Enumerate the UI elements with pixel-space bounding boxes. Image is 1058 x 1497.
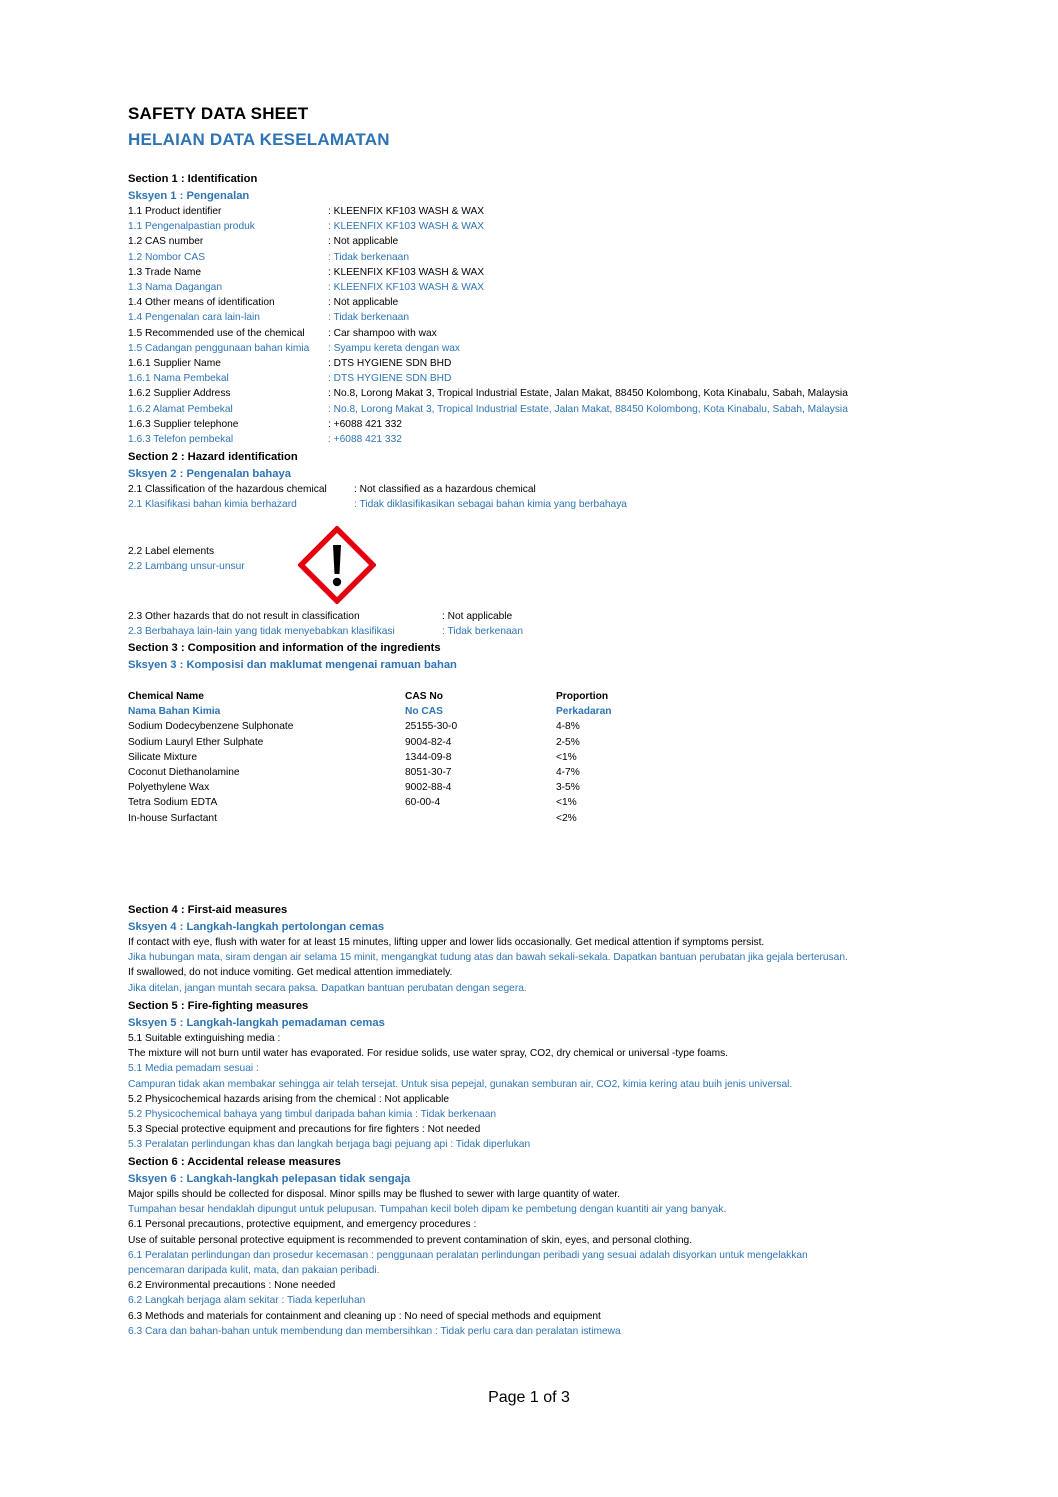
identification-row <box>128 265 848 280</box>
identification-row <box>128 326 848 341</box>
text-line: 5.3 Special protective equipment and precautions for fire fighters : Not needed <box>128 1124 481 1136</box>
column-header-proportion-malay: Perkadaran <box>556 706 612 718</box>
identification-label: 1.2 CAS number <box>128 236 204 248</box>
identification-label: 1.6.1 Supplier Name <box>128 358 221 370</box>
section-5-heading: Section 5 : Fire-fighting measures <box>128 1000 309 1012</box>
doc-title-malay: HELAIAN DATA KESELAMATAN <box>128 130 390 149</box>
table-row <box>128 811 636 826</box>
proportion-cell: <2% <box>556 812 577 824</box>
cas-no-cell: 8051-30-7 <box>405 767 452 779</box>
text-line: 5.2 Physicochemical hazards arising from the chemical : Not applicable <box>128 1093 450 1105</box>
identification-value: : DTS HYGIENE SDN BHD <box>328 358 452 370</box>
section-3-heading-malay: Sksyen 3 : Komposisi dan maklumat mengenai ramuan bahan <box>128 658 457 671</box>
section-5-heading-malay: Sksyen 5 : Langkah-langkah pemadaman cemas <box>128 1016 385 1029</box>
section-2-heading-malay: Sksyen 2 : Pengenalan bahaya <box>128 467 291 480</box>
chemical-name-cell: Sodium Lauryl Ether Sulphate <box>128 736 264 748</box>
cas-no-cell <box>405 811 556 826</box>
identification-label: 1.1 Pengenalpastian produk <box>128 221 255 233</box>
identification-value: : Tidak berkenaan <box>328 251 409 263</box>
identification-row <box>128 310 848 325</box>
chemical-name-cell: Sodium Dodecybenzene Sulphonate <box>128 721 294 733</box>
section-3 <box>128 640 457 673</box>
table-row <box>128 750 636 765</box>
proportion-cell: <1% <box>556 751 577 763</box>
table-row <box>128 735 636 750</box>
label-elements-label: 2.2 Label elements <box>128 546 215 557</box>
identification-label: 1.5 Cadangan penggunaan bahan kimia <box>128 342 310 354</box>
identification-value: : Not applicable <box>328 236 399 248</box>
cas-no-cell: 9004-82-4 <box>405 736 452 748</box>
identification-list <box>128 204 848 447</box>
identification-row <box>128 371 848 386</box>
classification-value: : Not classified as a hazardous chemical <box>354 484 536 495</box>
classification-row <box>128 482 627 497</box>
column-header-chemical-name: Chemical Name <box>128 691 204 702</box>
classification-row-malay <box>128 497 627 512</box>
table-header <box>128 689 636 704</box>
text-line: Jika ditelan, jangan muntah secara paksa. Dapatkan bantuan perubatan dengan segera. <box>128 982 527 994</box>
text-line: 5.3 Peralatan perlindungan khas dan langkah berjaga bagi pejuang api : Tidak diperlukan <box>128 1139 531 1151</box>
other-hazards-row-malay <box>128 624 523 639</box>
identification-value: : Car shampoo with wax <box>328 327 437 339</box>
identification-label: 1.6.3 Supplier telephone <box>128 418 239 430</box>
identification-value: : Not applicable <box>328 297 399 309</box>
classification-label: 2.1 Classification of the hazardous chemical <box>128 484 327 495</box>
table-row <box>128 765 636 780</box>
proportion-cell: 4-7% <box>556 767 580 779</box>
cas-no-cell: 60-00-4 <box>405 797 441 809</box>
text-line: pencemaran daripada kulit, mata, dan pakaian peribadi. <box>128 1265 380 1277</box>
identification-value: : No.8, Lorong Makat 3, Tropical Industrial Estate, Jalan Makat, 88450 Kolombong, Kota Kinabalu, Sabah, Malaysia <box>328 403 848 415</box>
label-elements <box>128 544 245 574</box>
section-4 <box>128 902 848 996</box>
section-5 <box>128 998 792 1153</box>
identification-value: : KLEENFIX KF103 WASH & WAX <box>328 206 485 217</box>
other-hazards-label-malay: 2.3 Berbahaya lain-lain yang tidak menyebabkan klasifikasi <box>128 626 395 638</box>
section-1-heading: Section 1 : Identification <box>128 173 258 185</box>
identification-row <box>128 432 848 447</box>
identification-value: : Tidak berkenaan <box>328 312 409 324</box>
column-header-chemical-name-malay: Nama Bahan Kimia <box>128 706 221 718</box>
identification-value: : Syampu kereta dengan wax <box>328 342 460 354</box>
text-line: Major spills should be collected for disposal. Minor spills may be flushed to sewer with large quantity of water. <box>128 1189 621 1200</box>
text-line: 6.1 Peralatan perlindungan dan prosedur kecemasan : penggunaan peralatan perlindungan peribadi yang sesuai adalah disyorkan untuk mengelakkan <box>128 1249 808 1261</box>
chemical-name-cell: Polyethylene Wax <box>128 782 210 794</box>
section-4-heading-malay: Sksyen 4 : Langkah-langkah pertolongan cemas <box>128 920 385 933</box>
text-line: The mixture will not burn until water has evaporated. For residue solids, use water spray, CO2, dry chemical or universal -type foams. <box>128 1048 728 1060</box>
identification-row <box>128 295 848 310</box>
identification-value: : KLEENFIX KF103 WASH & WAX <box>328 266 485 278</box>
page-number: Page 1 of 3 <box>488 1389 570 1406</box>
identification-label: 1.4 Pengenalan cara lain-lain <box>128 312 260 324</box>
identification-row <box>128 356 848 371</box>
table-header-malay <box>128 704 636 719</box>
section-4-heading: Section 4 : First-aid measures <box>128 904 288 916</box>
cas-no-cell: 9002-88-4 <box>405 782 452 794</box>
text-line: 6.1 Personal precautions, protective equipment, and emergency procedures : <box>128 1219 477 1231</box>
text-line: 5.1 Media pemadam sesuai : <box>128 1063 259 1075</box>
identification-value: : DTS HYGIENE SDN BHD <box>328 373 452 385</box>
classification-label-malay: 2.1 Klasifikasi bahan kimia berhazard <box>128 499 297 511</box>
section-6 <box>128 1154 808 1339</box>
text-line: Tumpahan besar hendaklah dipungut untuk pelupusan. Tumpahan kecil boleh dipam ke pembetung dengan kuantiti air yang banyak. <box>128 1204 727 1216</box>
composition-table <box>128 689 636 826</box>
first-aid-text <box>128 935 848 996</box>
identification-row <box>128 219 848 234</box>
section-1-heading-malay: Sksyen 1 : Pengenalan <box>128 189 250 202</box>
proportion-cell: 4-8% <box>556 721 580 733</box>
proportion-cell: 2-5% <box>556 736 580 748</box>
identification-label: 1.6.2 Supplier Address <box>128 388 231 400</box>
text-line: 5.1 Suitable extinguishing media : <box>128 1033 281 1044</box>
identification-row <box>128 402 848 417</box>
text-line: 6.2 Environmental precautions : None needed <box>128 1280 336 1292</box>
other-hazards-row <box>128 609 523 624</box>
identification-value: : KLEENFIX KF103 WASH & WAX <box>328 282 485 294</box>
identification-value: : KLEENFIX KF103 WASH & WAX <box>328 221 485 233</box>
section-6-heading-malay: Sksyen 6 : Langkah-langkah pelepasan tidak sengaja <box>128 1172 411 1185</box>
table-body <box>128 719 636 825</box>
table-row <box>128 795 636 810</box>
identification-label: 1.2 Nombor CAS <box>128 251 206 263</box>
identification-value: : +6088 421 332 <box>328 434 402 446</box>
column-header-cas-no: CAS No <box>405 691 443 702</box>
column-header-proportion: Proportion <box>556 691 609 702</box>
text-line: Campuran tidak akan membakar sehingga air telah tersejat. Untuk sisa pepejal, gunakan semburan air, CO2, kimia kering atau buih jenis universal. <box>128 1078 793 1090</box>
text-line: 5.2 Physicochemical bahaya yang timbul daripada bahan kimia : Tidak berkenaan <box>128 1109 497 1121</box>
chemical-name-cell: Silicate Mixture <box>128 751 198 763</box>
other-hazards-value-malay: : Tidak berkenaan <box>442 626 523 638</box>
proportion-cell: 3-5% <box>556 782 580 794</box>
identification-label: 1.1 Product identifier <box>128 206 222 217</box>
identification-row <box>128 386 848 401</box>
identification-row <box>128 417 848 432</box>
section-1 <box>128 171 848 447</box>
section-6-heading: Section 6 : Accidental release measures <box>128 1156 341 1168</box>
fire-fighting-text <box>128 1031 792 1153</box>
identification-row <box>128 250 848 265</box>
identification-label: 1.5 Recommended use of the chemical <box>128 327 305 339</box>
chemical-name-cell: Tetra Sodium EDTA <box>128 797 218 809</box>
doc-title: SAFETY DATA SHEET <box>128 104 309 123</box>
proportion-cell: <1% <box>556 797 577 809</box>
text-line: If contact with eye, flush with water for at least 15 minutes, lifting upper and lower lids occasionally. Get medical attention if symptoms persist. <box>128 937 765 948</box>
column-header-cas-no-malay: No CAS <box>405 706 443 718</box>
classification-value-malay: : Tidak diklasifikasikan sebagai bahan kimia yang berbahaya <box>354 499 627 511</box>
chemical-name-cell: Coconut Diethanolamine <box>128 767 240 779</box>
exclamation-mark-ghs-icon <box>298 526 376 604</box>
text-line: 6.3 Cara dan bahan-bahan untuk membendung dan membersihkan : Tidak perlu cara dan peralatan istimewa <box>128 1325 621 1337</box>
identification-label: 1.3 Nama Dagangan <box>128 282 223 294</box>
identification-value: : +6088 421 332 <box>328 418 402 430</box>
cas-no-cell: 1344-09-8 <box>405 751 452 763</box>
table-row <box>128 780 636 795</box>
identification-row <box>128 234 848 249</box>
section-2-heading: Section 2 : Hazard identification <box>128 451 298 463</box>
identification-label: 1.6.3 Telefon pembekal <box>128 434 234 446</box>
section-2 <box>128 449 627 512</box>
section-3-heading: Section 3 : Composition and information of the ingredients <box>128 642 441 654</box>
text-line: If swallowed, do not induce vomiting. Get medical attention immediately. <box>128 967 453 979</box>
label-elements-label-malay: 2.2 Lambang unsur-unsur <box>128 561 245 573</box>
text-line: 6.3 Methods and materials for containment and cleaning up : No need of special methods and equipment <box>128 1310 601 1322</box>
text-line: 6.2 Langkah berjaga alam sekitar : Tiada keperluhan <box>128 1295 366 1307</box>
identification-value: : No.8, Lorong Makat 3, Tropical Industrial Estate, Jalan Makat, 88450 Kolombong, Kota Kinabalu, Sabah, Malaysia <box>328 388 848 400</box>
accidental-release-text <box>128 1187 808 1339</box>
text-line: Use of suitable personal protective equipment is recommended to prevent contamination of skin, eyes, and personal clothing. <box>128 1234 693 1246</box>
chemical-name-cell: In-house Surfactant <box>128 812 217 824</box>
other-hazards-label: 2.3 Other hazards that do not result in classification <box>128 611 360 622</box>
other-hazards <box>128 609 523 639</box>
text-line: Jika hubungan mata, siram dengan air selama 15 minit, mengangkat tudung atas dan bawah sekali-sekala. Dapatkan bantuan perubatan jika gejala berterusan. <box>128 952 848 964</box>
identification-row <box>128 204 848 219</box>
identification-label: 1.4 Other means of identification <box>128 297 275 309</box>
cas-no-cell: 25155-30-0 <box>405 721 458 733</box>
identification-row <box>128 280 848 295</box>
identification-row <box>128 341 848 356</box>
identification-label: 1.6.1 Nama Pembekal <box>128 373 229 385</box>
identification-label: 1.3 Trade Name <box>128 266 202 278</box>
identification-label: 1.6.2 Alamat Pembekal <box>128 403 233 415</box>
other-hazards-value: : Not applicable <box>442 611 513 622</box>
table-row <box>128 719 636 734</box>
